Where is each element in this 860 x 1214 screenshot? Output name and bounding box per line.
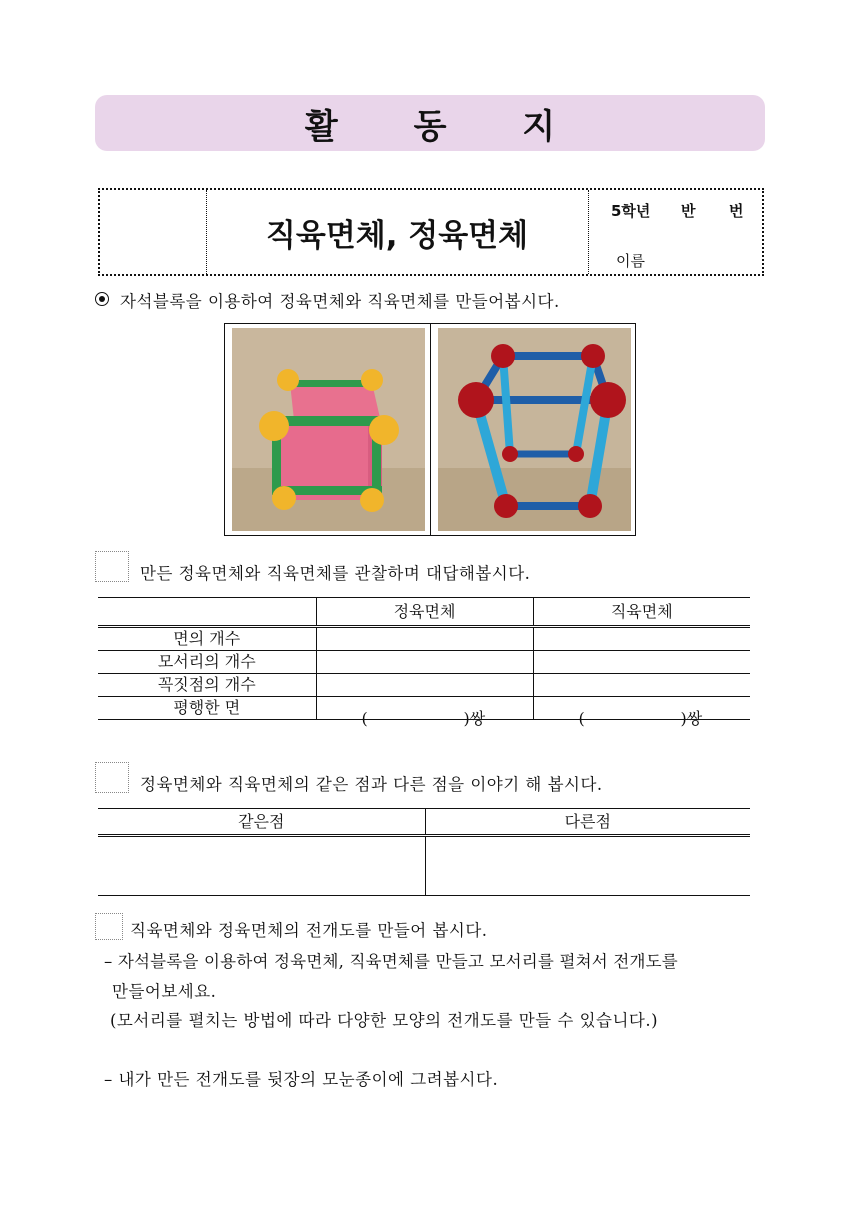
table-row bbox=[98, 697, 750, 720]
answer-cell[interactable] bbox=[533, 697, 750, 728]
table-header-same: 같은점 bbox=[98, 809, 425, 836]
answer-cell[interactable] bbox=[316, 674, 533, 697]
block-photo-frame bbox=[224, 323, 636, 536]
cube-block-photo bbox=[232, 328, 425, 531]
row-label: 꼭짓점의 개수 bbox=[98, 674, 316, 697]
radio-bullet-icon bbox=[95, 292, 109, 306]
answer-cell[interactable] bbox=[98, 836, 425, 896]
row-label: 평행한 면 bbox=[98, 697, 316, 720]
table-row bbox=[98, 627, 750, 651]
activity1-instruction: 자석블록을 이용하여 정육면체와 직육면체를 만들어봅시다. bbox=[120, 292, 560, 311]
number-label: 번 bbox=[729, 202, 744, 220]
activity4-marker-box bbox=[95, 913, 123, 940]
pair-open-paren: ( bbox=[361, 709, 368, 728]
pair-open-paren: ( bbox=[578, 709, 585, 728]
header-subject-cell bbox=[206, 190, 589, 274]
grade-label: 5학년 bbox=[611, 202, 651, 220]
answer-cell[interactable] bbox=[533, 627, 750, 651]
header-blank-cell bbox=[100, 190, 207, 274]
activity3-instruction: 정육면체와 직육면체의 같은 점과 다른 점을 이야기 해 봅시다. bbox=[140, 775, 603, 794]
compare-table-header bbox=[98, 809, 750, 836]
answer-cell[interactable] bbox=[533, 651, 750, 674]
table-header-cube: 정육면체 bbox=[316, 598, 533, 627]
activity4-line2: 만들어보세요. bbox=[112, 982, 217, 1001]
cuboid-block-photo bbox=[438, 328, 631, 531]
table-row bbox=[98, 651, 750, 674]
table-header-blank bbox=[98, 598, 316, 627]
observation-table bbox=[98, 597, 750, 728]
worksheet-title: 활 동 지 bbox=[304, 106, 588, 147]
answer-cell[interactable] bbox=[316, 627, 533, 651]
answer-cell[interactable] bbox=[425, 836, 750, 896]
table-row bbox=[98, 836, 750, 896]
name-label: 이름 bbox=[616, 252, 645, 270]
activity2-instruction: 만든 정육면체와 직육면체를 관찰하며 대답해봅시다. bbox=[140, 564, 531, 583]
worksheet-title-banner bbox=[95, 95, 765, 151]
class-label: 반 bbox=[681, 202, 696, 220]
answer-cell[interactable] bbox=[533, 674, 750, 697]
table-row bbox=[98, 674, 750, 697]
activity4-line3: (모서리를 펼치는 방법에 따라 다양한 모양의 전개도를 만들 수 있습니다.) bbox=[110, 1011, 659, 1030]
student-info-cell bbox=[589, 190, 762, 274]
observation-table-header bbox=[98, 598, 750, 627]
pair-close-label: )쌍 bbox=[680, 709, 703, 728]
table-header-cuboid: 직육면체 bbox=[533, 598, 750, 627]
pair-close-label: )쌍 bbox=[463, 709, 486, 728]
activity2-marker-box bbox=[95, 551, 129, 582]
subject-title: 직육면체, 정육면체 bbox=[265, 217, 529, 254]
photo-divider bbox=[430, 324, 431, 535]
compare-table bbox=[98, 808, 750, 896]
table-header-different: 다른점 bbox=[425, 809, 750, 836]
activity4-instruction: 직육면체와 정육면체의 전개도를 만들어 봅시다. bbox=[130, 921, 488, 940]
activity4-line1: – 자석블록을 이용하여 정육면체, 직육면체를 만들고 모서리를 펼쳐서 전개도를 bbox=[104, 952, 678, 971]
answer-cell[interactable] bbox=[316, 697, 533, 728]
header-box bbox=[98, 188, 764, 276]
activity3-marker-box bbox=[95, 762, 129, 793]
row-label: 모서리의 개수 bbox=[98, 651, 316, 674]
row-label: 면의 개수 bbox=[98, 627, 316, 651]
activity4-line4: – 내가 만든 전개도를 뒷장의 모눈종이에 그려봅시다. bbox=[104, 1070, 499, 1089]
answer-cell[interactable] bbox=[316, 651, 533, 674]
